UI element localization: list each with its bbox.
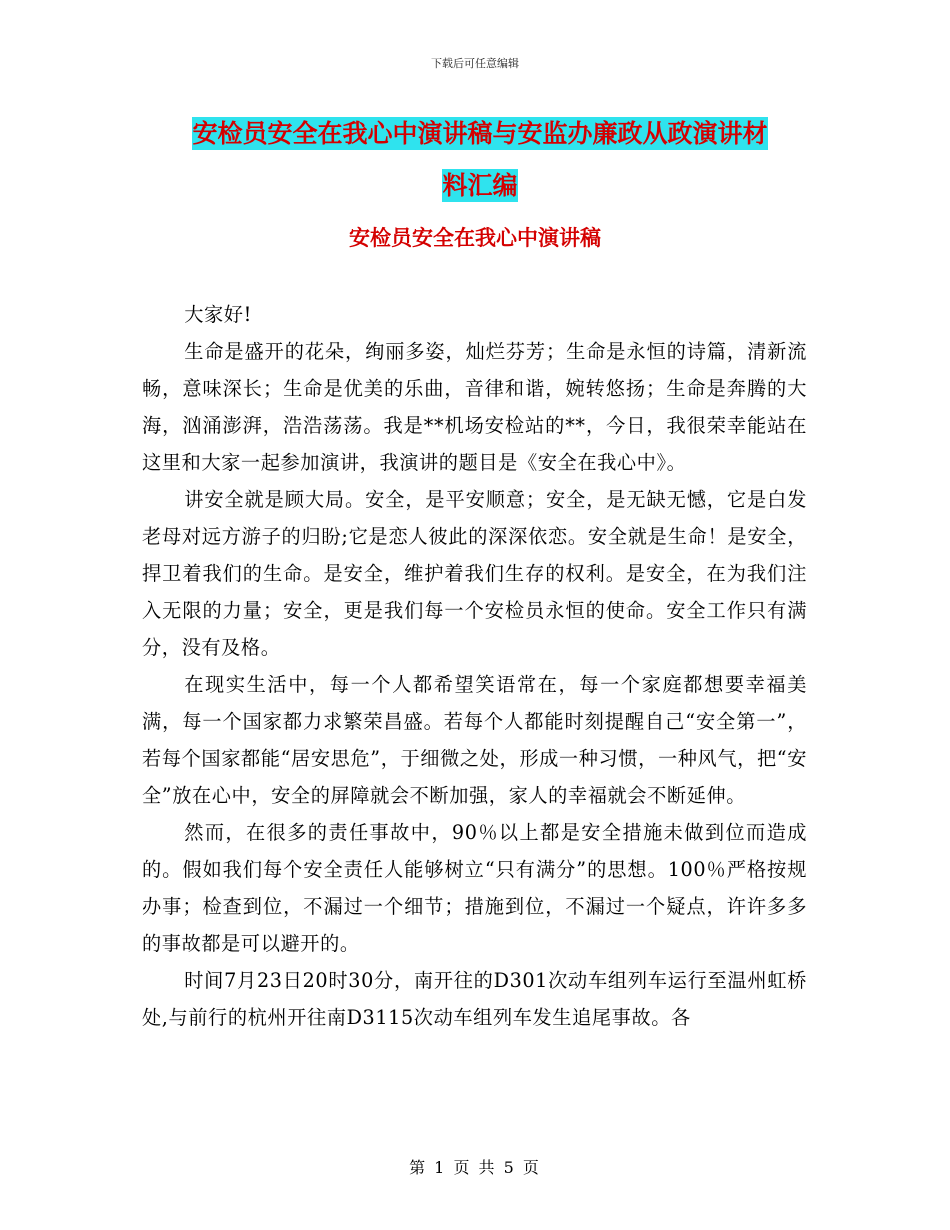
title-line-2: 料汇编 bbox=[442, 171, 518, 200]
section-title: 安检员安全在我心中演讲稿 bbox=[349, 226, 601, 250]
paragraph: 时间7月23日20时30分，南开往的D301次动车组列车运行至温州虹桥处,与前行的杭州开往南D3115次动车组列车发生追尾事故。各 bbox=[142, 969, 807, 1029]
paragraph: 然而，在很多的责任事故中，90％以上都是安全措施未做到位而造成的。假如我们每个安全责任人能够树立“只有满分”的思想。100％严格按规办事；检查到位，不漏过一个细节；措施到位，不漏过一个疑点，许许多多的事故都是可以避开的。 bbox=[142, 821, 807, 955]
header-note: 下载后可任意编辑 bbox=[431, 57, 519, 70]
paragraph-greeting: 大家好! bbox=[184, 303, 252, 326]
paragraph: 讲安全就是顾大局。安全，是平安顺意；安全，是无缺无憾，它是白发老母对远方游子的归盼;它是恋人彼此的深深依恋。安全就是生命！是安全，捍卫着我们的生命。是安全，维护着我们生存的权利。是安全，在为我们注入无限的力量；安全，更是我们每一个安检员永恒的使命。安全工作只有满分，没有及格。 bbox=[142, 488, 807, 659]
title-line-1: 安检员安全在我心中演讲稿与安监办廉政从政演讲材 bbox=[192, 119, 768, 148]
paragraph: 在现实生活中，每一个人都希望笑语常在，每一个家庭都想要幸福美满，每一个国家都力求繁荣昌盛。若每个人都能时刻提醒自己“安全第一”，若每个国家都能“居安思危”，于细微之处，形成一种习惯，一种风气，把“安全”放在心中，安全的屏障就会不断加强，家人的幸福就会不断延伸。 bbox=[142, 673, 807, 807]
page-footer: 第 1 页 共 5 页 bbox=[409, 1158, 541, 1177]
body-text bbox=[142, 296, 807, 1036]
document-title bbox=[140, 108, 820, 212]
paragraph: 生命是盛开的花朵，绚丽多姿，灿烂芬芳；生命是永恒的诗篇，清新流畅，意味深长；生命是优美的乐曲，音律和谐，婉转悠扬；生命是奔腾的大海，汹涌澎湃，浩浩荡荡。我是**机场安检站的**，今日，我很荣幸能站在这里和大家一起参加演讲，我演讲的题目是《安全在我心中》。 bbox=[142, 340, 807, 474]
